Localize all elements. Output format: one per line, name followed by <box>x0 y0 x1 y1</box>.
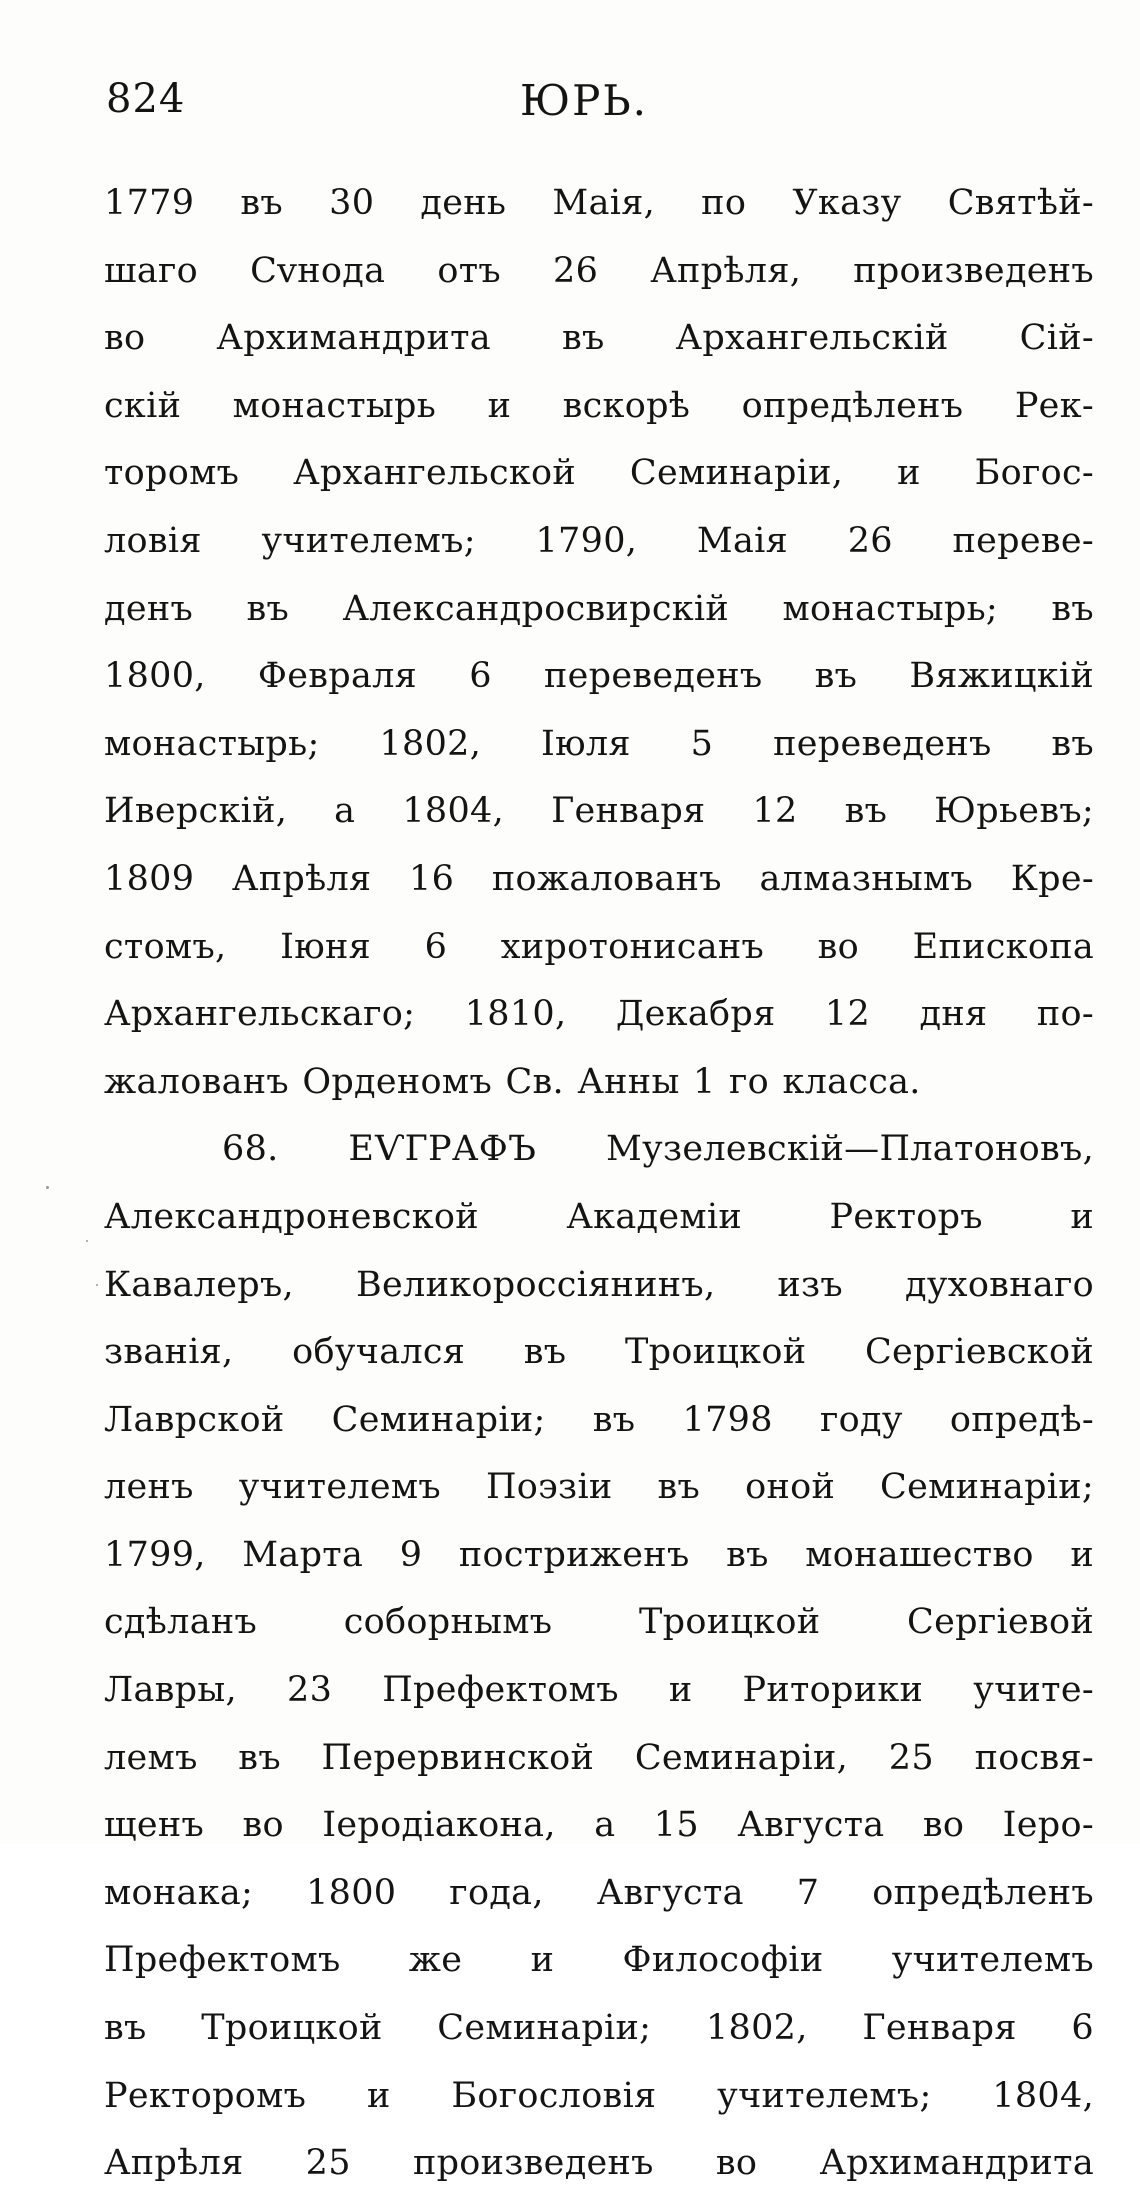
running-head <box>100 68 1090 128</box>
text-line: ловія учителемъ; 1790, Маія 26 переве- <box>104 520 1094 561</box>
text-line: Кавалеръ, Великороссіянинъ, изъ духовнаго <box>104 1264 1094 1305</box>
text-line: торомъ Архангельской Семинаріи, и Богос- <box>104 453 1094 494</box>
text-line: денъ въ Александросвирскій монастырь; въ <box>104 588 1094 629</box>
text-line: стомъ, Іюня 6 хиротонисанъ во Епископа <box>104 926 1094 967</box>
text-line: въ Троицкой Семинаріи; 1802, Генваря 6 <box>104 2008 1094 2049</box>
text-line: скій монастырь и вскорѣ опредѣленъ Рек- <box>104 385 1094 426</box>
scan-speck <box>46 1186 49 1189</box>
text-line: жалованъ Орденомъ Св. Анны 1 го класса. <box>104 1061 921 1102</box>
text-line: Ректоромъ и Богословія учителемъ; 1804, <box>104 2075 1094 2116</box>
text-line: Архангельскаго; 1810, Декабря 12 дня по- <box>104 994 1094 1035</box>
entry-heading-line: 68. ЕѴГРАФЪ Музелевскій—Платоновъ, <box>222 1129 1094 1170</box>
text-line: Александроневской Академіи Ректоръ и <box>104 1196 1094 1237</box>
body-text <box>104 170 1094 2198</box>
running-title: ЮРЬ. <box>520 76 649 125</box>
text-line: ленъ учителемъ Поэзіи въ оной Семинаріи; <box>104 1467 1094 1508</box>
text-line: Лавры, 23 Префектомъ и Риторики учите- <box>104 1670 1094 1711</box>
text-line: званія, обучался въ Троицкой Сергіевской <box>104 1332 1094 1373</box>
text-line: Префектомъ же и Философіи учителемъ <box>104 1940 1094 1981</box>
text-line: монастырь; 1802, Іюля 5 переведенъ въ <box>104 723 1094 764</box>
text-line: Апрѣля 25 произведенъ во Архимандрита <box>104 2143 1094 2184</box>
text-line: щенъ во Іеродіакона, а 15 Августа во Іеро- <box>104 1805 1094 1846</box>
text-line: 1809 Апрѣля 16 пожалованъ алмазнымъ Кре- <box>104 858 1094 899</box>
text-line: сдѣланъ соборнымъ Троицкой Сергіевой <box>104 1602 1094 1643</box>
text-line: 1779 въ 30 день Маія, по Указу Святѣй- <box>104 183 1094 223</box>
text-line: Иверскій, а 1804, Генваря 12 въ Юрьевъ; <box>104 791 1094 832</box>
text-line: 1799, Марта 9 постриженъ въ монашество и <box>104 1534 1094 1575</box>
text-line: лемъ въ Перервинской Семинаріи, 25 посвя- <box>104 1737 1094 1778</box>
scan-speck <box>86 1240 88 1242</box>
scan-speck <box>96 1284 98 1286</box>
page-number: 824 <box>106 76 186 122</box>
text-line: во Архимандрита въ Архангельскій Сій- <box>104 318 1094 359</box>
text-line: Лаврской Семинаріи; въ 1798 году опредѣ- <box>104 1399 1094 1440</box>
text-line: монака; 1800 года, Августа 7 опредѣленъ <box>104 1872 1094 1913</box>
text-line: шаго Сvнода отъ 26 Апрѣля, произведенъ <box>104 250 1094 291</box>
text-line: 1800, Февраля 6 переведенъ въ Вяжицкій <box>104 656 1094 697</box>
